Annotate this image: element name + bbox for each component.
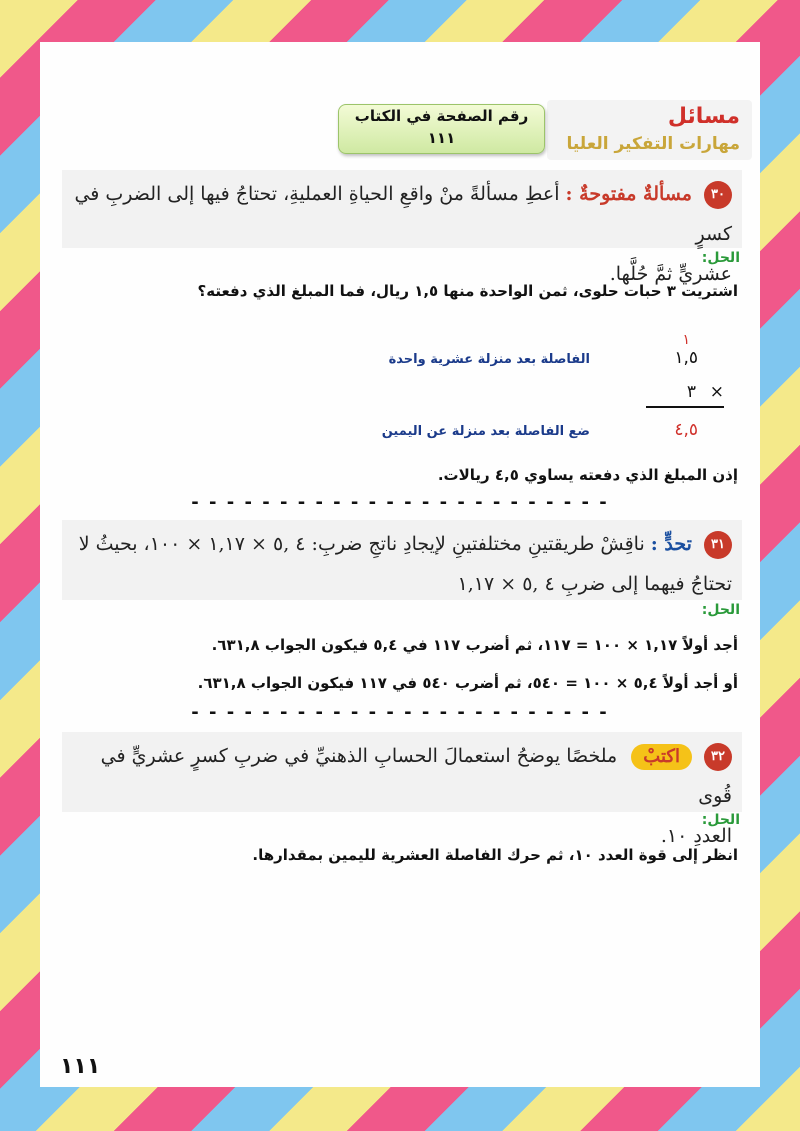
question-30-line2: عشريٍّ ثمَّ حُلَّها. [609, 263, 732, 285]
question-32-number: ٣٢ [704, 743, 732, 771]
page-reference-label: رقم الصفحة في الكتاب [354, 107, 529, 125]
separator-2: - - - - - - - - - - - - - - - - - - - - - - - - [191, 702, 609, 723]
question-31-solution-line2: أو أجد أولاً ٥,٤ × ١٠٠ = ٥٤٠، ثم أضرب ٥٤٠ في ١١٧ فيكون الجواب ٦٣١,٨. [197, 674, 738, 692]
page-number: ١١١ [60, 1054, 101, 1079]
question-30-conclusion: إذن المبلغ الذي دفعته يساوي ٤,٥ ريالات. [437, 466, 738, 484]
question-31-line2: تحتاجُ فيهما إلى ضربِ ٤ ,٥ × ١,١٧ [457, 573, 732, 595]
section-subtitle: مهارات التفكير العليا [566, 134, 740, 154]
question-32-answer: انظر إلى قوة العدد ١٠، ثم حرك الفاصلة العشرية لليمين بمقدارها. [252, 846, 738, 864]
question-30-label: مسألةٌ مفتوحةٌ : [565, 183, 692, 205]
question-31-solution-label: الحل: [701, 602, 740, 618]
question-31-number: ٣١ [704, 531, 732, 559]
work-note-1: الفاصلة بعد منزلة عشرية واحدة [388, 352, 590, 367]
question-31-line1: ناقِشْ طريقتينِ مختلفتينِ لإيجادِ ناتجِ ضربِ: ٤ ,٥ × ١,١٧ × ١٠٠، بحيثُ لا [78, 533, 645, 555]
work-top-number: ١,٥ [674, 348, 698, 368]
work-times-sign: × [709, 382, 724, 402]
question-30-line1: أعطِ مسألةً منْ واقعِ الحياةِ العمليةِ، تحتاجُ فيها إلى الضربِ في كسرٍ [74, 183, 732, 245]
question-30-solution-label: الحل: [701, 250, 740, 266]
work-carry: ١ [682, 332, 690, 348]
question-30-problem: اشتريت ٣ حبات حلوى، ثمن الواحدة منها ١,٥ ريال، فما المبلغ الذي دفعته؟ [197, 282, 738, 300]
question-30-number: ٣٠ [704, 181, 732, 209]
separator-1: - - - - - - - - - - - - - - - - - - - - - - - - [191, 492, 609, 513]
question-31-box [62, 520, 742, 600]
question-31-solution-line1: أجد أولاً ١,١٧ × ١٠٠ = ١١٧، ثم أضرب ١١٧ في ٥,٤ فيكون الجواب ٦٣١,٨. [211, 636, 738, 654]
question-32-line1: ملخصًا يوضحُ استعمالَ الحسابِ الذهنيِّ في ضربِ كسرٍ عشريٍّ في قُوى [100, 745, 732, 807]
page-sheet [40, 42, 760, 1087]
question-32-label: اكتبْ [631, 744, 692, 770]
section-title: مسائل [667, 104, 740, 129]
work-underline [646, 406, 724, 408]
question-30-text [62, 170, 742, 294]
question-31-label: تحدٍّ : [650, 533, 692, 555]
page-reference-box [338, 104, 545, 154]
work-result: ٤,٥ [674, 420, 698, 440]
question-32-line2: العددِ ١٠. [660, 825, 732, 847]
question-32-solution-label: الحل: [701, 812, 740, 828]
question-32-text [62, 732, 742, 856]
question-31-text [62, 520, 742, 604]
page-reference-number: ١١١ [427, 129, 456, 147]
work-note-2: ضع الفاصلة بعد منزلة عن اليمين [381, 424, 590, 439]
work-multiplier: ٣ [686, 382, 696, 402]
